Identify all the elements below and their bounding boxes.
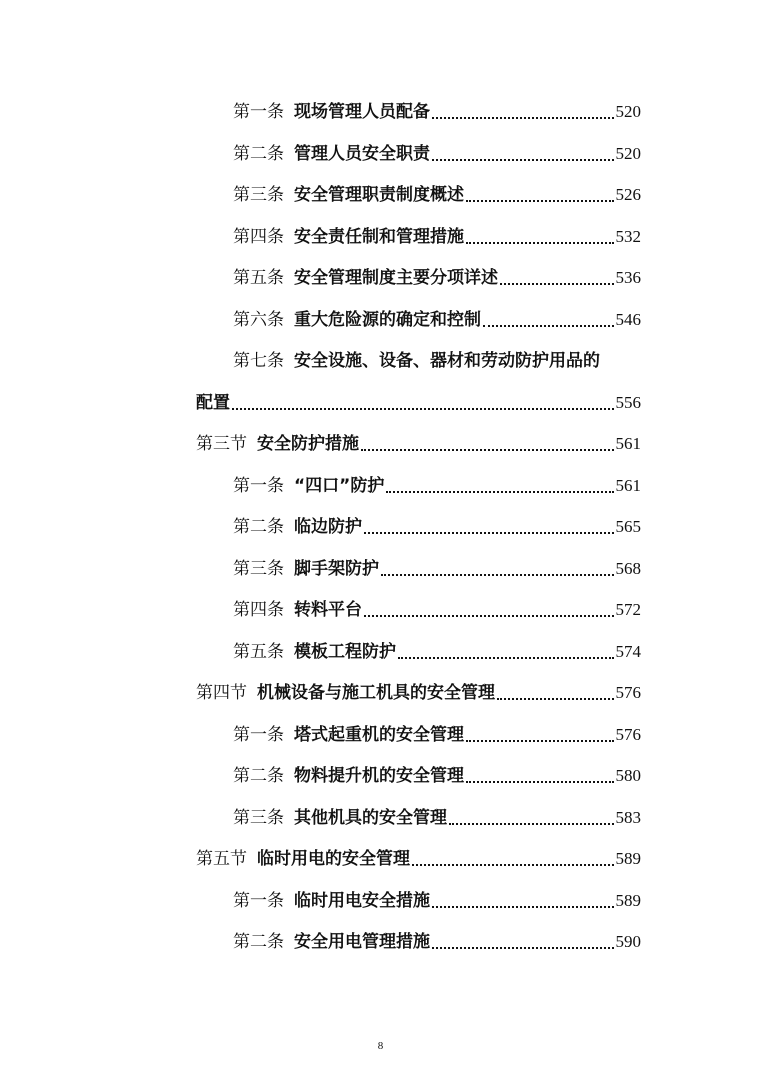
leader-dots <box>466 740 614 742</box>
toc-section-title: 临时用电的安全管理 <box>257 849 410 869</box>
toc-entry[interactable] <box>233 469 641 497</box>
toc-entry-page: 572 <box>615 600 641 619</box>
toc-entry-number: 第一条 <box>233 102 284 122</box>
leader-dots <box>412 864 614 866</box>
toc-section-page: 561 <box>615 434 641 453</box>
toc-entry[interactable] <box>233 137 641 165</box>
leader-dots <box>432 159 614 161</box>
toc-entry-page: 526 <box>615 185 641 204</box>
toc-section-title: 机械设备与施工机具的安全管理 <box>257 683 495 703</box>
toc-entry[interactable] <box>233 261 641 289</box>
toc-entry-page: 576 <box>615 725 641 744</box>
leader-dots <box>449 823 614 825</box>
leader-dots <box>432 906 614 908</box>
toc-entry-title: 重大危险源的确定和控制 <box>294 310 481 330</box>
toc-entry-number: 第六条 <box>233 310 284 330</box>
toc-entry-title: 安全管理制度主要分项详述 <box>294 268 498 288</box>
toc-entry-number: 第五条 <box>233 268 284 288</box>
toc-entry-number: 第一条 <box>233 476 284 496</box>
toc-entry[interactable] <box>233 220 641 248</box>
toc-entry-page: 580 <box>615 766 641 785</box>
toc-entry-title: 转料平台 <box>294 600 362 620</box>
toc-entry-title: 模板工程防护 <box>294 642 396 662</box>
leader-dots <box>232 408 614 410</box>
toc-entry-title: 现场管理人员配备 <box>294 102 430 122</box>
toc-entry-number: 第五条 <box>233 642 284 662</box>
toc-entry-page: 568 <box>615 559 641 578</box>
leader-dots <box>398 657 614 659</box>
toc-section[interactable] <box>196 676 641 704</box>
toc-section-number: 第四节 <box>196 683 247 703</box>
toc-entry-page: 556 <box>615 393 641 412</box>
toc-entry-number: 第二条 <box>233 766 284 786</box>
toc-entry[interactable] <box>233 95 641 123</box>
toc-entry-title: 安全责任制和管理措施 <box>294 227 464 247</box>
leader-dots <box>361 449 614 451</box>
leader-dots <box>381 574 614 576</box>
toc-entry[interactable] <box>233 718 641 746</box>
toc-entry-title: 物料提升机的安全管理 <box>294 766 464 786</box>
toc-entry-title: 其他机具的安全管理 <box>294 808 447 828</box>
toc-entry-page: 546 <box>615 310 641 329</box>
toc-entry[interactable] <box>233 178 641 206</box>
toc-entry-title: 配置 <box>196 393 230 413</box>
toc-section-page: 589 <box>615 849 641 868</box>
leader-dots <box>364 615 614 617</box>
toc-section-page: 576 <box>615 683 641 702</box>
toc-entry-title: 临边防护 <box>294 517 362 537</box>
page-footer-number: 8 <box>377 1040 384 1052</box>
toc-entry-page: 590 <box>615 932 641 951</box>
toc-entry-page: 561 <box>615 476 641 495</box>
leader-dots <box>483 325 614 327</box>
toc-entry-page: 536 <box>615 268 641 287</box>
toc-entry[interactable] <box>233 759 641 787</box>
toc-entry-page: 520 <box>615 102 641 121</box>
toc-entry-page: 532 <box>615 227 641 246</box>
toc-section-number: 第三节 <box>196 434 247 454</box>
toc-entry-title: “四口”防护 <box>294 476 385 496</box>
leader-dots <box>432 947 614 949</box>
toc-entry-page: 589 <box>615 891 641 910</box>
toc-entry-title: 安全设施、设备、器材和劳动防护用品的 <box>294 351 600 371</box>
toc-entry-title: 临时用电安全措施 <box>294 891 430 911</box>
leader-dots <box>466 781 614 783</box>
toc-entry-title: 塔式起重机的安全管理 <box>294 725 464 745</box>
toc-entry-number: 第三条 <box>233 185 284 205</box>
toc-entry-number: 第二条 <box>233 932 284 952</box>
leader-dots <box>432 117 614 119</box>
leader-dots <box>500 283 614 285</box>
toc-entry-number: 第三条 <box>233 559 284 579</box>
toc-entry[interactable] <box>233 344 641 372</box>
toc-entry-page: 520 <box>615 144 641 163</box>
toc-entry-title: 脚手架防护 <box>294 559 379 579</box>
leader-dots <box>466 200 614 202</box>
toc-entry[interactable] <box>233 925 641 953</box>
toc-entry-title: 安全用电管理措施 <box>294 932 430 952</box>
toc-entry[interactable] <box>233 303 641 331</box>
toc-entry[interactable] <box>233 593 641 621</box>
toc-section[interactable] <box>196 427 641 455</box>
toc-entry-number: 第三条 <box>233 808 284 828</box>
toc-entry-title: 管理人员安全职责 <box>294 144 430 164</box>
toc-entry-number: 第二条 <box>233 517 284 537</box>
leader-dots <box>364 532 614 534</box>
toc-entry-number: 第二条 <box>233 144 284 164</box>
toc-entry-title: 安全管理职责制度概述 <box>294 185 464 205</box>
toc-entry[interactable] <box>233 552 641 580</box>
toc-entry-page: 565 <box>615 517 641 536</box>
toc-entry-number: 第一条 <box>233 725 284 745</box>
leader-dots <box>386 491 613 493</box>
toc-entry[interactable] <box>233 510 641 538</box>
toc-section[interactable] <box>196 842 641 870</box>
toc-entry[interactable] <box>233 801 641 829</box>
toc-entry-number: 第四条 <box>233 227 284 247</box>
toc-entry[interactable] <box>233 884 641 912</box>
leader-dots <box>466 242 614 244</box>
toc-entry[interactable] <box>233 635 641 663</box>
toc-entry-page: 583 <box>615 808 641 827</box>
leader-dots <box>497 698 614 700</box>
toc-entry-continuation[interactable] <box>196 386 641 414</box>
toc-section-number: 第五节 <box>196 849 247 869</box>
toc-entry-page: 574 <box>615 642 641 661</box>
toc-section-title: 安全防护措施 <box>257 434 359 454</box>
toc-entry-number: 第四条 <box>233 600 284 620</box>
toc-entry-number: 第七条 <box>233 351 284 371</box>
toc-entry-number: 第一条 <box>233 891 284 911</box>
